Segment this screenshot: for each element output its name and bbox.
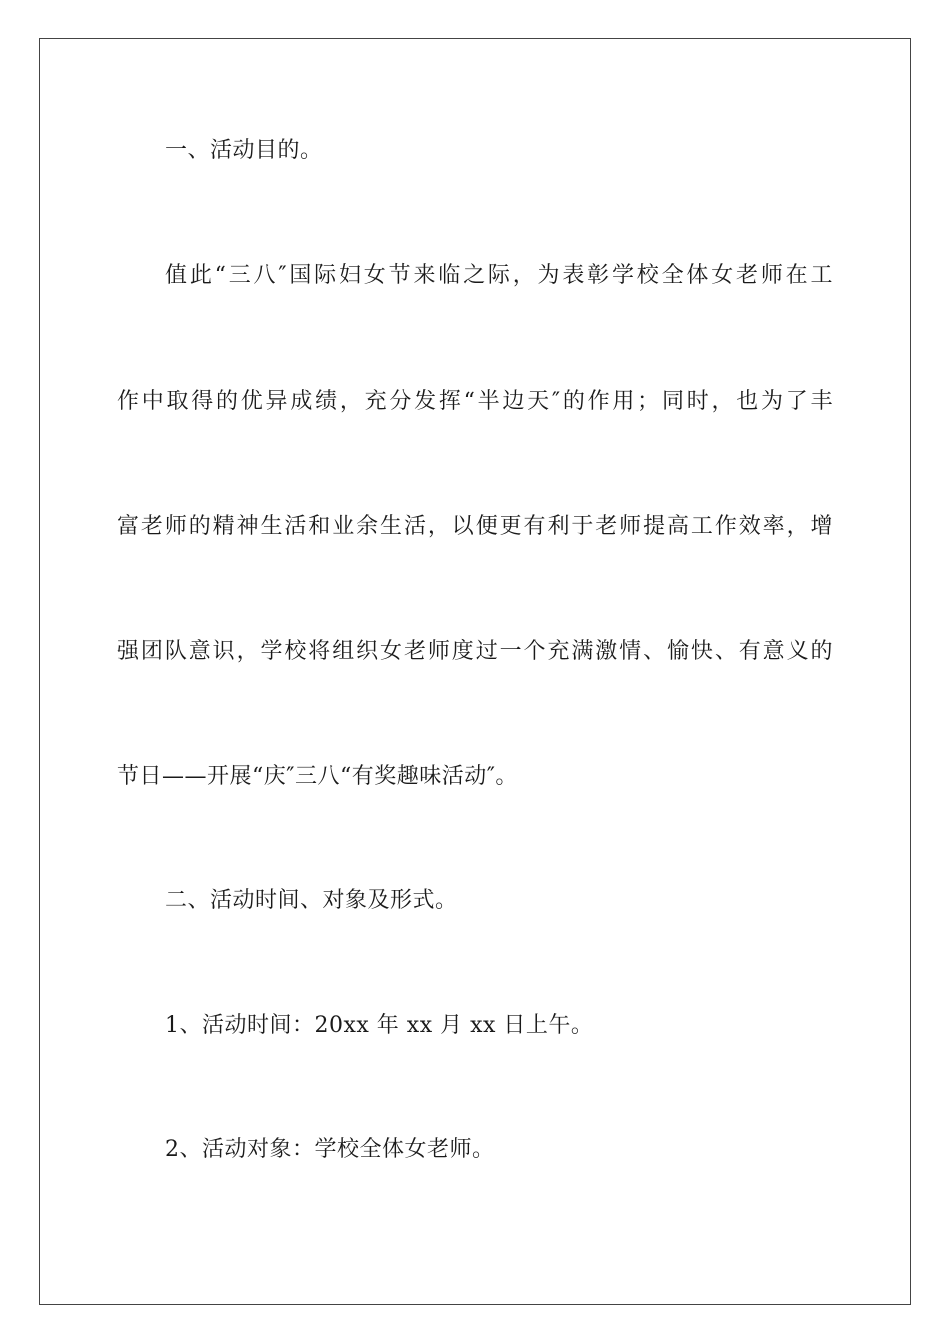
section-heading-1: 一、活动目的。 xyxy=(165,138,323,163)
section-heading-2: 二、活动时间、对象及形式。 xyxy=(165,888,458,913)
list-item-activity-time: 1、活动时间：20xx 年 xx 月 xx 日上午。 xyxy=(165,1013,594,1038)
list-item-activity-target: 2、活动对象：学校全体女老师。 xyxy=(165,1137,495,1162)
page-border xyxy=(39,38,911,1305)
paragraph-line-4: 强团队意识，学校将组织女老师度过一个充满激情、愉快、有意义的 xyxy=(117,639,833,664)
paragraph-line-2: 作中取得的优异成绩，充分发挥“半边天″的作用；同时，也为了丰 xyxy=(117,389,833,414)
paragraph-line-1: 值此“三八″国际妇女节来临之际，为表彰学校全体女老师在工 xyxy=(165,263,833,288)
paragraph-line-3: 富老师的精神生活和业余生活，以便更有利于老师提高工作效率，增 xyxy=(117,514,833,539)
paragraph-line-5: 节日——开展“庆″三八“有奖趣味活动″。 xyxy=(117,764,518,789)
